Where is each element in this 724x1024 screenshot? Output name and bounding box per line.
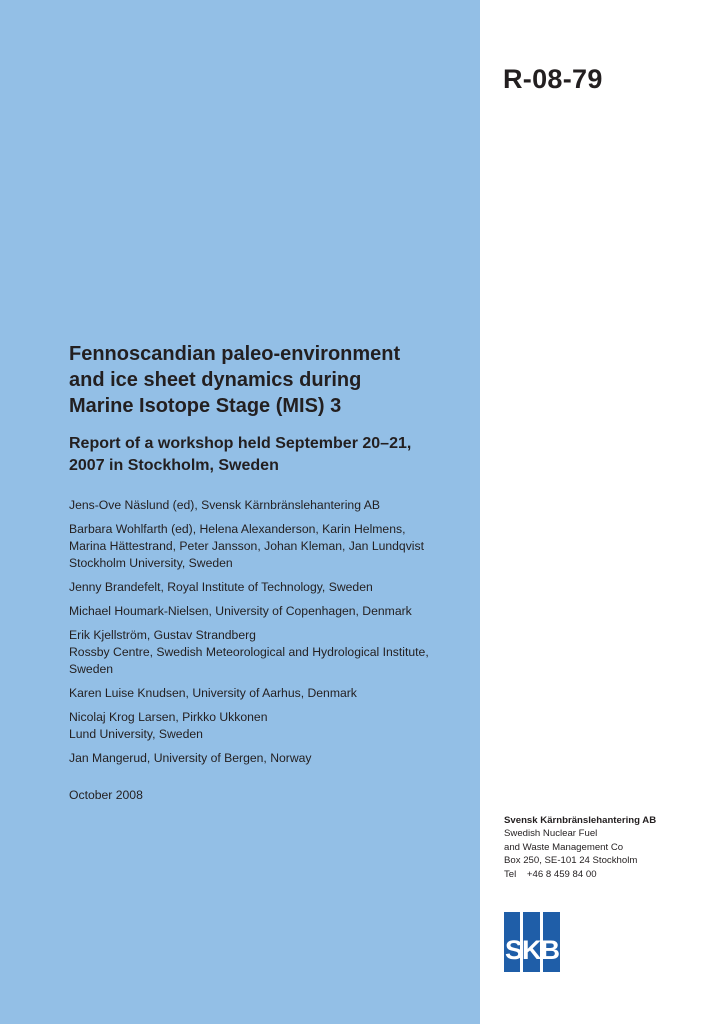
report-title — [69, 341, 469, 419]
skb-logo-text: SKB — [504, 935, 560, 965]
publisher-address: Box 250, SE-101 24 Stockholm — [504, 855, 638, 867]
subtitle-line: 2007 in Stockholm, Sweden — [69, 457, 279, 474]
skb-logo-graphic — [504, 912, 560, 972]
report-subtitle — [69, 433, 474, 477]
report-number: R-08-79 — [503, 64, 603, 94]
author-group: Erik Kjellström, Gustav Strandberg Rossby Centre, Swedish Meteorological and Hydrological Institute, Sweden — [69, 628, 429, 676]
author-group: Karen Luise Knudsen, University of Aarhus, Denmark — [69, 686, 357, 700]
title-line: Marine Isotope Stage (MIS) 3 — [69, 395, 342, 417]
publisher-block — [504, 814, 656, 881]
publisher-name: Svensk Kärnbränslehantering AB — [504, 815, 657, 826]
author-group: Barbara Wohlfarth (ed), Helena Alexanderson, Karin Helmens, Marina Hättestrand, Peter Jansson, Johan Kleman, Jan Lundqvist Stockholm University, Sweden — [69, 522, 424, 570]
author-group: Michael Houmark-Nielsen, University of Copenhagen, Denmark — [69, 604, 412, 618]
author-group: Jens-Ove Näslund (ed), Svensk Kärnbränslehantering AB — [69, 498, 380, 512]
author-group: Jan Mangerud, University of Bergen, Norway — [69, 751, 312, 765]
author-group: Nicolaj Krog Larsen, Pirkko Ukkonen Lund University, Sweden — [69, 710, 268, 741]
publisher-line: Swedish Nuclear Fuel — [504, 828, 598, 840]
subtitle-line: Report of a workshop held September 20–21, — [69, 435, 412, 452]
title-line: and ice sheet dynamics during — [69, 369, 362, 391]
publisher-line: and Waste Management Co — [504, 841, 624, 853]
author-group: Jenny Brandefelt, Royal Institute of Technology, Sweden — [69, 580, 373, 594]
publisher-phone: Tel +46 8 459 84 00 — [504, 868, 597, 880]
author-list — [69, 497, 469, 774]
title-line: Fennoscandian paleo-environment — [69, 343, 401, 365]
publication-date: October 2008 — [69, 788, 143, 802]
skb-logo — [504, 912, 560, 972]
